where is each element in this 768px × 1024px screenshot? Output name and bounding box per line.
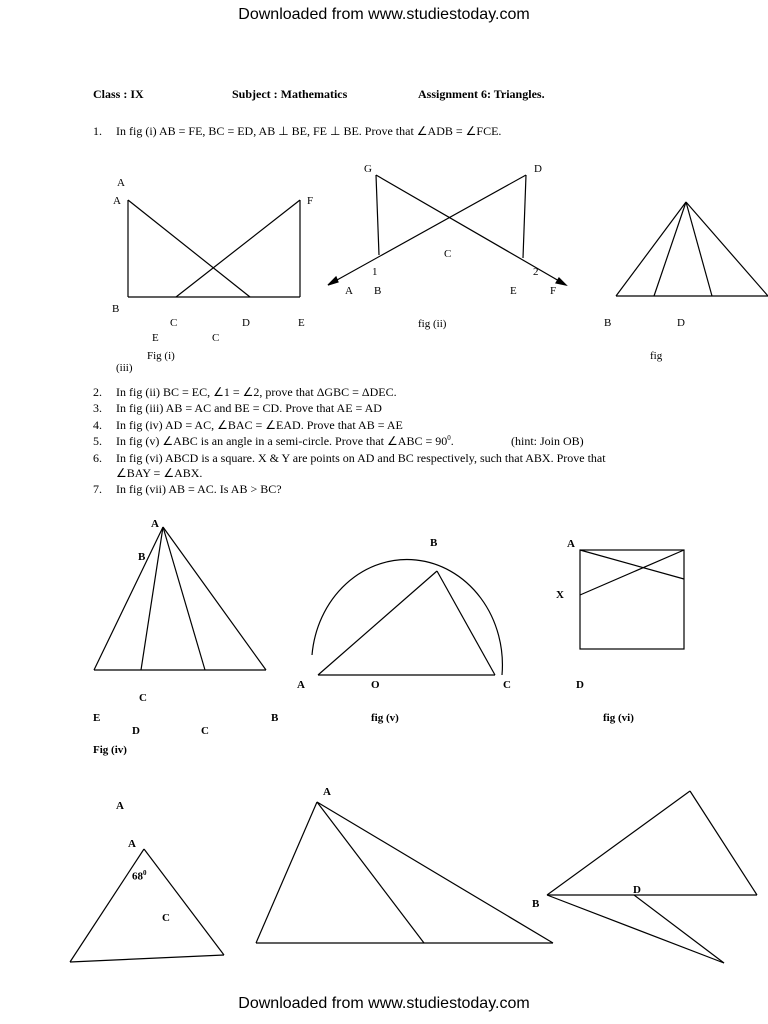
fig1-label-c: C: [170, 317, 178, 329]
fig2-label-d: D: [534, 163, 542, 175]
question-6-continuation: ∠BAY = ∠ABX.: [116, 466, 203, 480]
fig5-label-b-lower: B: [271, 712, 279, 724]
fig1-label-f: F: [307, 195, 314, 207]
question-number: 3.: [93, 401, 102, 415]
fig4-label-d: D: [132, 725, 140, 737]
fig2-label-g: G: [364, 163, 372, 175]
fig1-caption: Fig (i): [147, 350, 175, 362]
question-tail: .: [450, 434, 454, 448]
fig7-label-a: A: [128, 838, 136, 850]
figure-vii-triangle-lines: [70, 849, 224, 962]
fig4-label-a: A: [151, 518, 159, 530]
question-hint: (hint: Join OB): [511, 434, 584, 448]
fig3-label-b: B: [604, 317, 612, 329]
fig2-label-c: C: [444, 248, 452, 260]
right-figure-label-d: D: [633, 884, 641, 896]
figure-i-lines: [128, 200, 300, 297]
figure-iii-lines: [616, 202, 768, 296]
right-figure-label-b: B: [532, 898, 540, 910]
fig7-label-c: C: [162, 912, 170, 924]
fig4-label-e: E: [93, 712, 101, 724]
fig4-label-c-lower: C: [201, 725, 209, 737]
fig7-label-a-top: A: [116, 800, 124, 812]
fig6-label-a: A: [567, 538, 575, 550]
fig5-label-b: B: [430, 537, 438, 549]
fig2-label-f: F: [550, 285, 557, 297]
question-number: 7.: [93, 482, 102, 496]
fig2-caption: fig (ii): [418, 318, 447, 330]
class-label: Class : IX: [93, 87, 144, 101]
download-banner-top: Downloaded from www.studiestoday.com: [238, 6, 530, 23]
fig1-label-a: A: [113, 195, 121, 207]
assignment-title: Assignment 6: Triangles.: [418, 87, 545, 101]
question-number: 1.: [93, 124, 102, 138]
fig5-label-o: O: [371, 679, 380, 691]
fig1-label-e-lower: E: [152, 332, 159, 344]
question-number: 5.: [93, 434, 102, 448]
fig1-label-e: E: [298, 317, 305, 329]
fig3-caption: fig: [650, 350, 663, 362]
angle-value: 68: [132, 870, 143, 883]
large-triangle-lines: [256, 802, 553, 943]
download-banner-bottom: Downloaded from www.studiestoday.com: [238, 995, 530, 1012]
fig2-label-angle-2: 2: [533, 266, 539, 278]
fig5-label-c: C: [503, 679, 511, 691]
fig4-caption: Fig (iv): [93, 744, 127, 756]
fig4-label-b: B: [138, 551, 146, 563]
right-figure-lines: [547, 791, 757, 963]
question-number: 2.: [93, 385, 102, 399]
degree-sup: 0: [447, 434, 451, 442]
fig6-label-x: X: [556, 589, 564, 601]
fig6-caption: fig (vi): [603, 712, 634, 724]
fig2-label-e: E: [510, 285, 517, 297]
fig2-label-a: A: [345, 285, 353, 297]
fig1-label-a-top: A: [117, 177, 125, 189]
fig1-label-d: D: [242, 317, 250, 329]
fig2-label-angle-1: 1: [372, 266, 378, 278]
fig5-caption: fig (v): [371, 712, 399, 724]
subject-label: Subject : Mathematics: [232, 87, 348, 101]
question-text: In fig (iii) AB = AC and BE = CD. Prove that AE = AD: [116, 401, 382, 415]
question-text: In fig (vii) AB = AC. Is AB > BC?: [116, 482, 282, 496]
fig1-caption-iii: (iii): [116, 362, 133, 374]
fig1-label-c-lower: C: [212, 332, 220, 344]
figure-v-lines: [312, 560, 502, 675]
question-text: In fig (v) ∠ABC is an angle in a semi-circle. Prove that ∠ABC = 90: [116, 434, 448, 448]
large-triangle-label-a: A: [323, 786, 331, 798]
figure-ii-lines: [328, 175, 566, 285]
question-text: In fig (ii) BC = EC, ∠1 = ∠2, prove that ΔGBC = ΔDEC.: [116, 385, 397, 399]
fig5-label-a: A: [297, 679, 305, 691]
fig7-angle-label: [132, 869, 147, 883]
angle-degree-sup: 0: [143, 869, 147, 877]
fig4-label-c: C: [139, 692, 147, 704]
question-number: 6.: [93, 451, 102, 465]
figure-vi-lines: [580, 550, 684, 649]
fig6-label-d: D: [576, 679, 584, 691]
fig1-label-b: B: [112, 303, 120, 315]
question-number: 4.: [93, 418, 102, 432]
question-text: In fig (i) AB = FE, BC = ED, AB ⊥ BE, FE ⊥ BE. Prove that ∠ADB = ∠FCE.: [116, 124, 502, 138]
question-text: In fig (vi) ABCD is a square. X & Y are points on AD and BC respectively, such that ABX. Prove that: [116, 451, 606, 465]
question-text: In fig (iv) AD = AC, ∠BAC = ∠EAD. Prove that AB = AE: [116, 418, 403, 432]
figure-iv-lines: [94, 527, 266, 670]
fig3-label-d: D: [677, 317, 685, 329]
fig2-label-b: B: [374, 285, 382, 297]
